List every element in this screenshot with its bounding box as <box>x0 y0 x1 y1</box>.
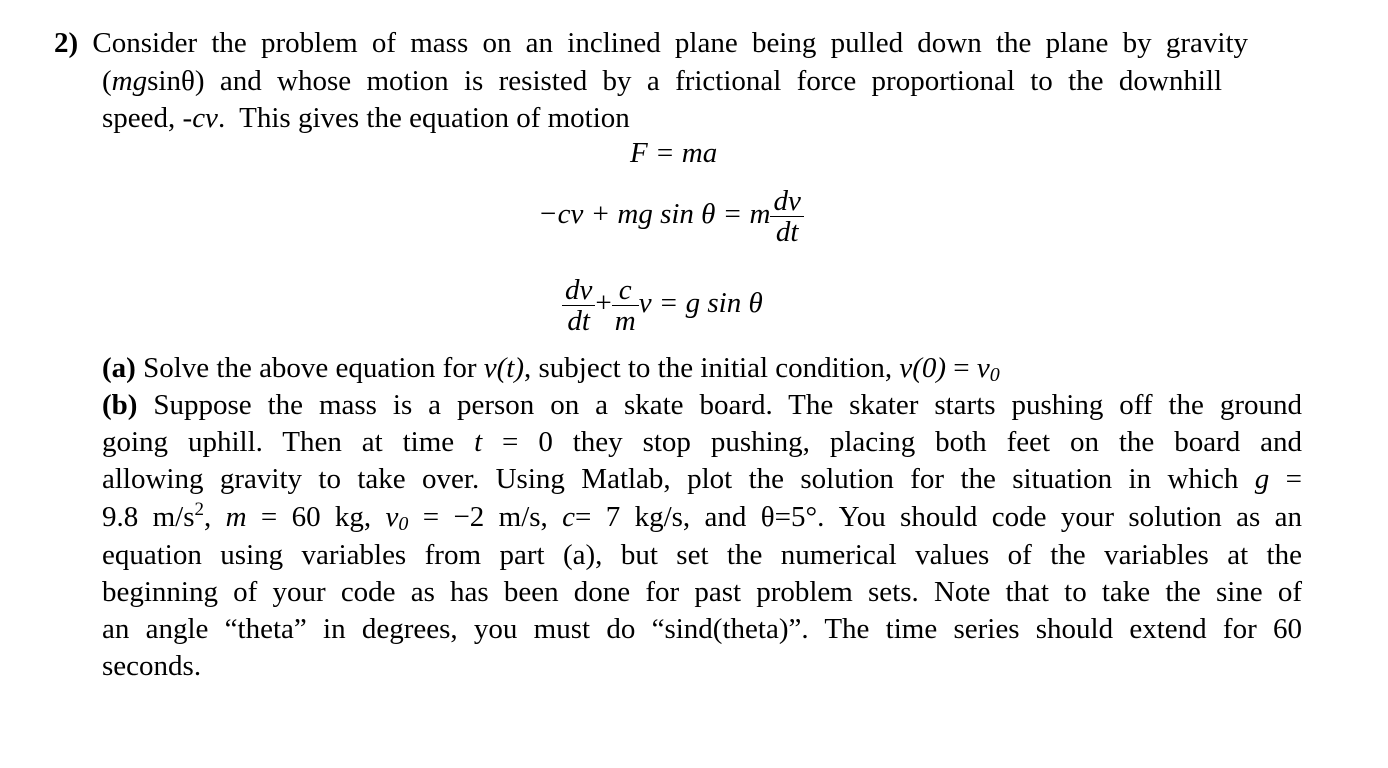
intro-cv: cv <box>192 102 218 134</box>
part-a-text-2: , subject to the initial condition, <box>523 352 900 384</box>
part-b-v-sub: 0 <box>398 513 409 535</box>
part-b-text-7: an angle “theta” in degrees, you must do “sind(theta)”. The time series should extend for 60 <box>102 613 1302 645</box>
problem-intro-line-3 <box>102 101 630 135</box>
part-b-label: (b) <box>102 389 138 421</box>
part-b-v: v <box>385 501 399 533</box>
part-a-label: (a) <box>102 352 136 384</box>
part-a-v0-sub: 0 <box>989 364 1000 386</box>
problem-intro-line-2 <box>102 64 1222 98</box>
part-b-text-2b: = 0 they stop pushing, placing both feet on the board and <box>482 426 1303 458</box>
part-b-line-2 <box>102 425 1302 459</box>
part-b-text-4d: = −2 m/s, <box>408 501 563 533</box>
intro-text-3a: speed, - <box>102 102 193 134</box>
problem-intro-line-1 <box>54 26 1248 60</box>
equation-newton-text: F = ma <box>630 137 718 169</box>
intro-text-2: sinθ) and whose motion is resisted by a frictional force proportional to the downhill <box>147 65 1222 97</box>
fraction-denominator: m <box>614 305 636 337</box>
intro-text-1: Consider the problem of mass on an inclined plane being pulled down the plane by gravity <box>92 27 1249 59</box>
equation-ode-fraction-2 <box>612 275 639 336</box>
part-a-vt: v(t) <box>483 352 524 384</box>
part-b-text-6: beginning of your code as has been done for past problem sets. Note that to take the sine of <box>102 576 1302 608</box>
part-b-c: c <box>562 501 576 533</box>
part-a-line <box>102 351 1000 385</box>
part-a-v0: v(0) <box>899 352 947 384</box>
part-a-text-1: Solve the above equation for <box>135 352 484 384</box>
fraction-denominator: dt <box>567 305 590 337</box>
fraction-numerator: dv <box>770 186 803 217</box>
intro-mg: mg <box>111 65 148 97</box>
part-b-line-3 <box>102 462 1302 496</box>
part-b-line-6 <box>102 575 1302 609</box>
part-b-text-2a: going uphill. Then at time <box>102 426 475 458</box>
part-b-text-1: Suppose the mass is a person on a skate board. The skater starts pushing off the ground <box>137 389 1302 421</box>
part-b-text-4b: , <box>204 501 226 533</box>
part-b-g: g <box>1254 463 1270 495</box>
part-b-line-8 <box>102 649 201 683</box>
intro-text-3b: . This gives the equation of motion <box>217 102 630 134</box>
equation-forces <box>538 186 804 247</box>
part-b-text-3a: allowing gravity to take over. Using Matlab, plot the solution for the situation in which <box>102 463 1255 495</box>
part-b-text-8: seconds. <box>102 650 202 682</box>
fraction-numerator: c <box>612 275 639 306</box>
equation-ode-fraction-1 <box>562 275 595 336</box>
part-b-line-1 <box>102 388 1302 422</box>
part-b-text-4a: 9.8 m/s <box>102 501 195 533</box>
part-b-text-5: equation using variables from part (a), but set the numerical values of the variables at the <box>102 539 1302 571</box>
problem-number: 2) <box>54 27 79 59</box>
equation-forces-lhs: −cv + mg sin θ = m <box>538 198 771 231</box>
part-b-line-4 <box>102 500 1302 534</box>
equation-ode-plus: + <box>595 287 612 320</box>
intro-paren: ( <box>102 65 112 97</box>
part-a-v0-var: v <box>976 352 990 384</box>
equation-ode-rhs: v = g sin θ <box>638 287 763 320</box>
equation-ode <box>562 275 763 336</box>
part-b-text-3b: = <box>1269 463 1302 495</box>
fraction-denominator: dt <box>775 216 799 248</box>
part-b-sup: 2 <box>194 499 204 520</box>
equation-newton <box>630 137 717 169</box>
part-b-text-4c: = 60 kg, <box>246 501 386 533</box>
equation-forces-fraction <box>770 186 803 247</box>
part-b-text-4e: = 7 kg/s, and θ=5°. You should code your solution as an <box>575 501 1302 533</box>
part-b-t: t <box>474 426 483 458</box>
part-a-text-3: = <box>946 352 977 384</box>
fraction-numerator: dv <box>562 275 595 306</box>
part-b-line-7 <box>102 612 1302 646</box>
part-b-line-5 <box>102 538 1302 572</box>
part-b-m: m <box>225 501 247 533</box>
